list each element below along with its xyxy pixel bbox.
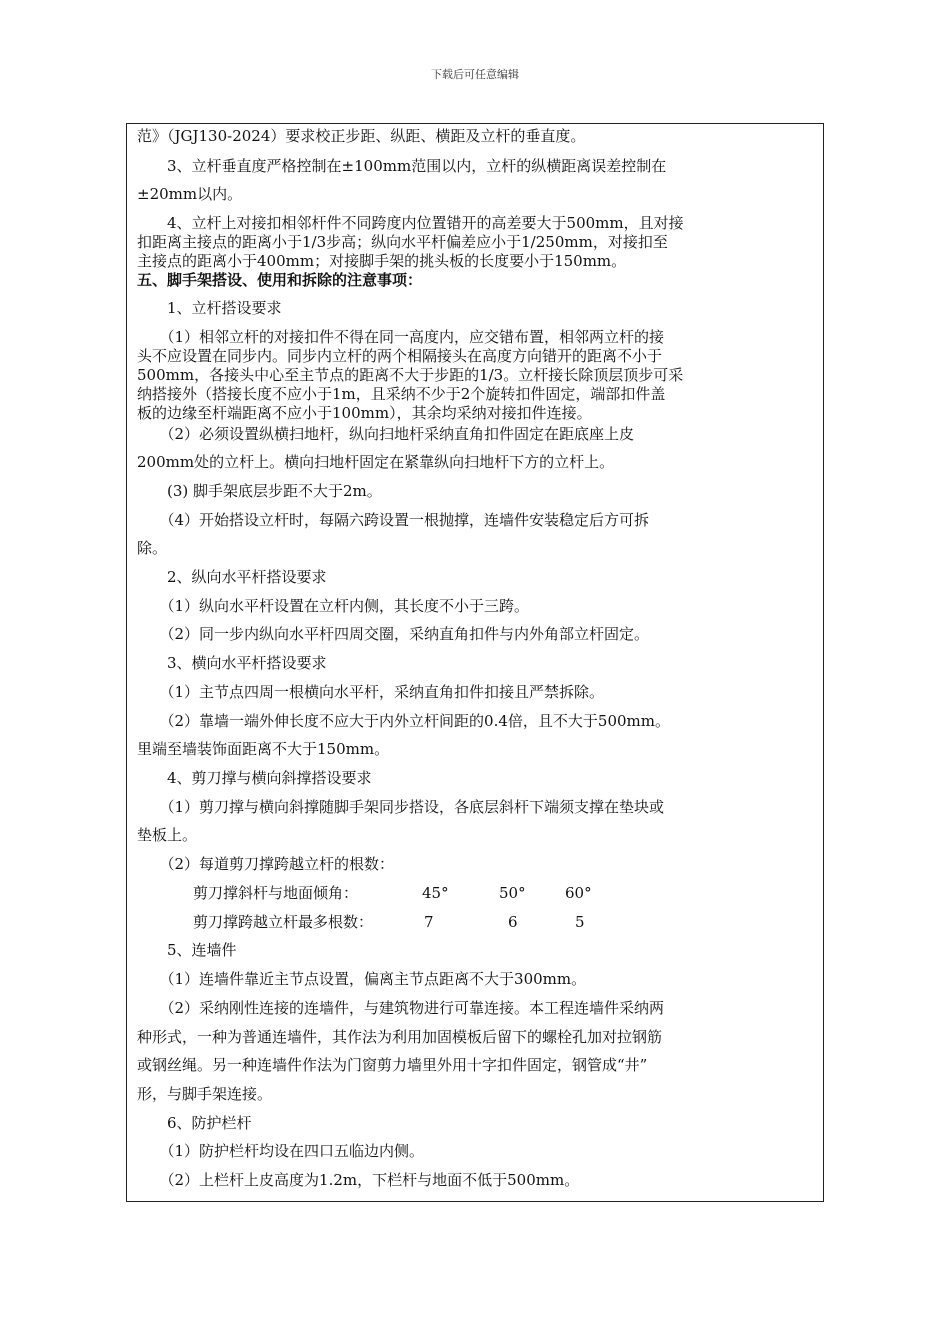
text-line: 1、立杆搭设要求 — [137, 299, 282, 317]
text-line: 2、纵向水平杆搭设要求 — [137, 568, 327, 586]
text-line: (3) 脚手架底层步距不大于2m。 — [137, 482, 382, 500]
text-line: 主接点的距离小于400mm；对接脚手架的挑头板的长度要小于150mm。 — [137, 252, 627, 270]
text-line: 4、立杆上对接扣相邻杆件不同跨度内位置错开的高差要大于500mm，且对接 — [137, 214, 684, 232]
text-line: 纳搭接外（搭接长度不应小于1m，且采纳不少于2个旋转扣件固定，端部扣件盖 — [137, 385, 666, 403]
count-value: 5 — [575, 913, 585, 931]
angle-value: 45° — [422, 884, 449, 902]
text-line: （2）采纳刚性连接的连墙件，与建筑物进行可靠连接。本工程连墙件采纳两 — [137, 999, 665, 1017]
angle-value: 50° — [499, 884, 526, 902]
text-line: （1）防护栏杆均设在四口五临边内侧。 — [137, 1142, 425, 1160]
text-line: ±20mm以内。 — [137, 185, 243, 203]
text-line: （1）纵向水平杆设置在立杆内侧，其长度不小于三跨。 — [137, 597, 530, 615]
text-line: （2）必须设置纵横扫地杆，纵向扫地杆采纳直角扣件固定在距底座上皮 — [137, 425, 635, 443]
text-line: （2）上栏杆上皮高度为1.2m，下栏杆与地面不低于500mm。 — [137, 1171, 580, 1189]
section-heading: 五、脚手架搭设、使用和拆除的注意事项： — [137, 271, 423, 289]
text-line: （2）同一步内纵向水平杆四周交圈，采纳直角扣件与内外角部立杆固定。 — [137, 625, 650, 643]
text-line: 除。 — [137, 539, 168, 557]
text-line: （2）每道剪刀撑跨越立杆的根数： — [137, 855, 395, 873]
text-line: 6、防护栏杆 — [137, 1114, 252, 1132]
text-line: 种形式，一种为普通连墙件，其作法为利用加固模板后留下的螺栓孔加对拉钢筋 — [137, 1028, 663, 1046]
text-line: 头不应设置在同步内。同步内立杆的两个相隔接头在高度方向错开的距离不小于 — [137, 347, 663, 365]
text-line: 4、剪刀撑与横向斜撑搭设要求 — [137, 769, 372, 787]
text-line: 里端至墙装饰面距离不大于150mm。 — [137, 740, 390, 758]
text-line: 垫板上。 — [137, 826, 198, 844]
text-line: 或钢丝绳。另一种连墙件作法为门窗剪力墙里外用十字扣件固定，钢管成“井” — [137, 1056, 648, 1074]
text-line: （1）相邻立杆的对接扣件不得在同一高度内，应交错布置，相邻两立杆的接 — [137, 328, 665, 346]
angle-row-label: 剪刀撑斜杆与地面倾角： — [193, 884, 359, 902]
text-line: 3、立杆垂直度严格控制在±100mm范围以内，立杆的纵横距离误差控制在 — [137, 157, 667, 175]
text-line: （4）开始搭设立杆时，每隔六跨设置一根抛撑，连墙件安装稳定后方可拆 — [137, 511, 650, 529]
text-line: （1）主节点四周一根横向水平杆，采纳直角扣件扣接且严禁拆除。 — [137, 683, 605, 701]
text-line: 3、横向水平杆搭设要求 — [137, 654, 327, 672]
count-value: 7 — [424, 913, 434, 931]
text-line: 范》（JGJ130-2024）要求校正步距、纵距、横距及立杆的垂直度。 — [137, 127, 586, 145]
text-line: 5、连墙件 — [137, 941, 237, 959]
text-line: 200mm处的立杆上。横向扫地杆固定在紧靠纵向扫地杆下方的立杆上。 — [137, 453, 615, 471]
text-line: （1）剪刀撑与横向斜撑随脚手架同步搭设，各底层斜杆下端须支撑在垫块或 — [137, 798, 665, 816]
text-line: （2）靠墙一端外伸长度不应大于内外立杆间距的0.4倍，且不大于500mm。 — [137, 712, 670, 730]
text-line: 板的边缘至杆端距离不应小于100mm），其余均采纳对接扣件连接。 — [137, 404, 592, 422]
text-line: 形，与脚手架连接。 — [137, 1085, 273, 1103]
angle-value: 60° — [565, 884, 592, 902]
text-line: （1）连墙件靠近主节点设置，偏离主节点距离不大于300mm。 — [137, 970, 587, 988]
page-header: 下载后可任意编辑 — [431, 68, 519, 81]
text-line: 500mm，各接头中心至主节点的距离不大于步距的1/3。立杆接长除顶层顶步可采 — [137, 366, 684, 384]
count-value: 6 — [508, 913, 518, 931]
count-row-label: 剪刀撑跨越立杆最多根数： — [193, 913, 374, 931]
text-line: 扣距离主接点的距离小于1/3步高；纵向水平杆偏差应小于1/250mm，对接扣至 — [137, 233, 668, 251]
